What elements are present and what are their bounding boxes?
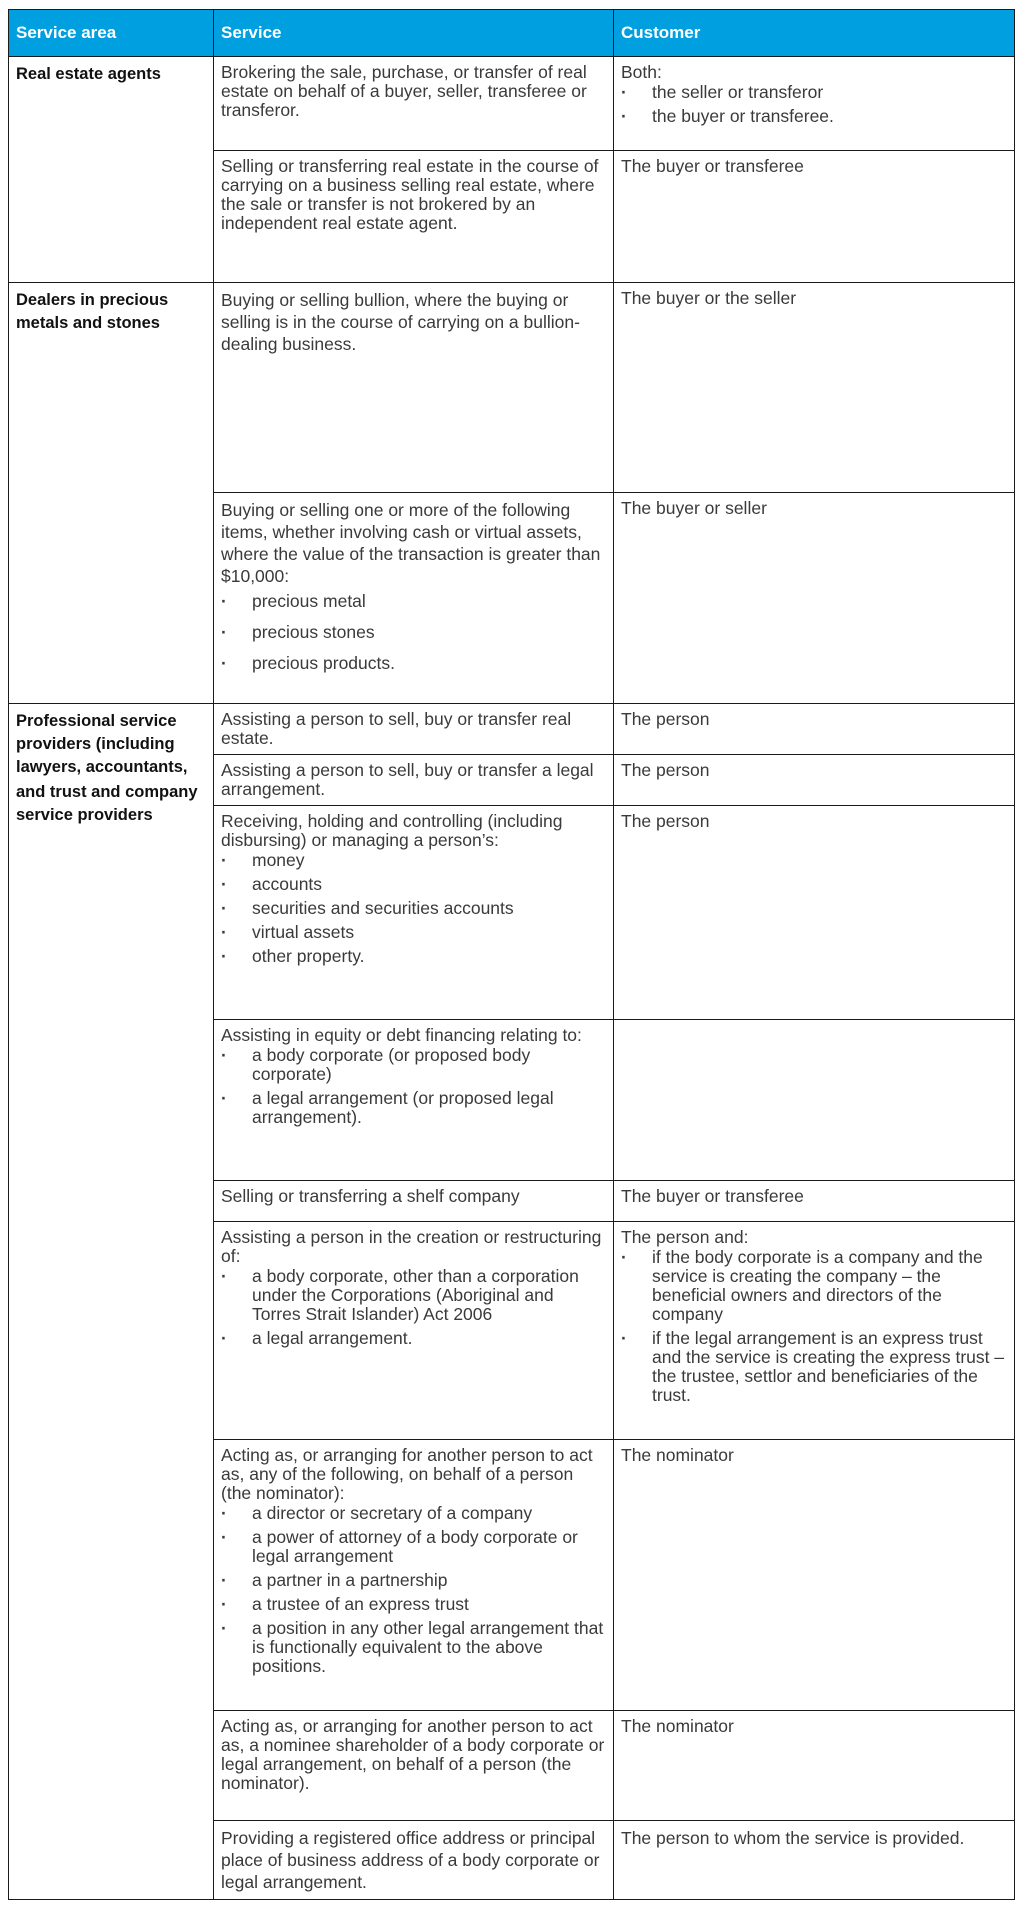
customer-cell: The person [614,704,1015,755]
customer-cell: The nominator [614,1711,1015,1821]
customer-bullet-list [621,1248,1007,1405]
list-item: · money [221,851,606,870]
customer-text: The person and: [621,1227,749,1247]
customer-cell: The person [614,755,1015,806]
list-item: · the buyer or transferee. [621,107,1007,126]
customer-bullet-list [621,83,1007,126]
service-cell: Providing a registered office address or principal place of business address of a body corporate or legal arrangement. [214,1821,614,1900]
table-header-row [9,10,1015,57]
service-cell: Brokering the sale, purchase, or transfer of real estate on behalf of a buyer, seller, transferee or transferor. [214,57,614,151]
list-item: · precious metal [221,590,606,612]
service-bullet-list [221,1046,606,1127]
header-service-area: Service area [9,10,214,57]
service-text: Buying or selling one or more of the following items, whether involving cash or virtual assets, where the value of the transaction is greater than $10,000: [221,500,601,586]
table-row [9,57,1015,151]
service-area-line: Professional service providers (including lawyers, accountants, [16,712,188,776]
header-customer: Customer [614,10,1015,57]
service-text: Receiving, holding and controlling (including disbursing) or managing a person’s: [221,811,563,850]
service-bullet-list [221,851,606,966]
service-cell [214,806,614,1020]
service-area-professional [9,704,214,1900]
list-item: · a director or secretary of a company [221,1504,606,1523]
list-item: · a legal arrangement. [221,1329,606,1348]
customer-cell: The person to whom the service is provided. [614,1821,1015,1900]
customer-cell: The nominator [614,1440,1015,1711]
list-item: · precious products. [221,652,606,674]
customer-cell [614,1222,1015,1440]
customer-cell: The buyer or transferee [614,151,1015,283]
table-row [9,704,1015,755]
customer-cell: The person [614,806,1015,1020]
service-text: Acting as, or arranging for another person to act as, any of the following, on behalf of a person (the nominator): [221,1445,593,1503]
service-cell: Assisting a person to sell, buy or transfer real estate. [214,704,614,755]
header-service: Service [214,10,614,57]
list-item: · accounts [221,875,606,894]
list-item: · if the body corporate is a company and the service is creating the company – the beneficial owners and directors of the company [621,1248,1007,1324]
list-item: · securities and securities accounts [221,899,606,918]
service-cell: Assisting a person to sell, buy or transfer a legal arrangement. [214,755,614,806]
service-area-line: and trust and company service providers [16,783,198,824]
service-cell [214,493,614,704]
customer-cell: The buyer or transferee [614,1181,1015,1222]
list-item: · precious stones [221,621,606,643]
table-row [9,283,1015,493]
list-item: · a body corporate (or proposed body corporate) [221,1046,606,1084]
customer-cell [614,57,1015,151]
service-cell [214,1020,614,1181]
customer-cell [614,1020,1015,1181]
customer-cell: The buyer or the seller [614,283,1015,493]
list-item: · a position in any other legal arrangement that is functionally equivalent to the above positions. [221,1619,606,1676]
list-item: · a trustee of an express trust [221,1595,606,1614]
service-bullet-list [221,590,606,674]
service-cell: Selling or transferring real estate in the course of carrying on a business selling real estate, where the sale or transfer is not brokered by an independent real estate agent. [214,151,614,283]
list-item: · if the legal arrangement is an express trust and the service is creating the express trust – the trustee, settlor and beneficiaries of the trust. [621,1329,1007,1405]
list-item: · a body corporate, other than a corporation under the Corporations (Aboriginal and Torres Strait Islander) Act 2006 [221,1267,606,1324]
services-table [8,9,1015,1900]
service-cell: Buying or selling bullion, where the buying or selling is in the course of carrying on a bullion-dealing business. [214,283,614,493]
service-area-real-estate: Real estate agents [9,57,214,283]
service-cell: Acting as, or arranging for another person to act as, a nominee shareholder of a body corporate or legal arrangement, on behalf of a person (the nominator). [214,1711,614,1821]
list-item: · a power of attorney of a body corporate or legal arrangement [221,1528,606,1566]
service-area-precious-metals: Dealers in precious metals and stones [9,283,214,704]
service-bullet-list [221,1267,606,1348]
customer-text: Both: [621,62,662,82]
service-cell: Selling or transferring a shelf company [214,1181,614,1222]
service-bullet-list [221,1504,606,1676]
service-cell [214,1440,614,1711]
service-text: Assisting a person in the creation or restructuring of: [221,1227,602,1266]
list-item: · virtual assets [221,923,606,942]
list-item: · the seller or transferor [621,83,1007,102]
list-item: · a partner in a partnership [221,1571,606,1590]
service-text: Assisting in equity or debt financing relating to: [221,1025,582,1045]
list-item: · a legal arrangement (or proposed legal arrangement). [221,1089,606,1127]
list-item: · other property. [221,947,606,966]
customer-cell: The buyer or seller [614,493,1015,704]
service-cell [214,1222,614,1440]
